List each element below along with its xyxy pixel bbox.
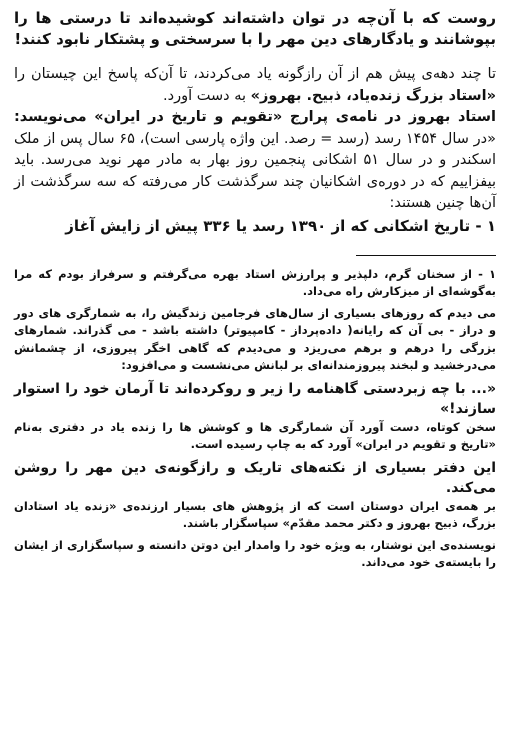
paragraph-2 [14,64,496,107]
footnote-2: می دیدم که روزهای بسیاری از سال‌های فرجامین زندگیش را، به شمارگری های دور و دراز - بی آن که رایانه( داده‌پرداز - کامپیوتر) داشته باشد - می گذراند. شمارهای بزرگی را درهم و برهم می‌ریزد و می‌دیدم که گاهی اخگر پیروزی، از چشمانش می‌درخشید و لبخند پیروزمندانه‌ای بر لبانش می‌نشست و می‌افزود: [14,305,496,372]
footnote-4: این دفتر بسیاری از نکته‌های تاریک و رازگونه‌ی دین مهر را روشن می‌کند. [14,459,496,496]
footnote-divider [356,255,496,256]
paragraph-1: روست که با آن‌چه در توان داشته‌اند کوشیده‌اند تا درستی ها را بپوشانند و یادگارهای دین مهر را با سرسختی و پشتکار نابود کنند! [14,9,496,48]
numbered-item-1: ۱ - تاریخ اشکانی که از ۱۳۹۰ رسد یا ۳۳۶ پیش از زایش آغاز [65,216,496,235]
paragraph-2-bold: «استاد بزرگ زنده‌یاد، ذبیح. بهروز» [250,87,496,104]
footnote-5: بر همه‌ی ایران دوستان است که از پژوهش های بسیار ارزنده‌ی «زنده یاد استادان بزرگ، ذبیح بهروز و دکتر محمد مقدّم» سپاسگزار باشند. [14,498,496,530]
paragraph-2-tail: به دست آورد. [163,87,247,104]
paragraph-3-text: «در سال ۱۴۵۴ رسد (رسد = رصد. این واژه پارسی است)، ۶۵ سال پس از ملک اسکندر و در سال ۵۱ اشکانی پنجمین روز بهار به مادر مهر نوید می‌رسد. باید بیفزاییم که در دوره‌ی اشکانیان چند سرگذشت کار می‌رفته که سه سرگذشت از آن‌ها چنین هستند: [14,130,497,211]
footnote-6: نویسنده‌ی این نوشتار، به ویژه خود را وامدار این دوتن دانسته و سپاسگزاری از ایشان را بایسته‌ی خود می‌داند. [14,537,496,569]
paragraph-3-lead: استاد بهروز در نامه‌ی پرارج «تقویم و تاریخ در ایران» می‌نویسد: [14,109,496,125]
footnote-3: سخن کوتاه، دست آورد آن شمارگری ها و کوشش ها را زنده یاد در دفتری به‌نام «تاریخ و تقویم در ایران» آورد که به چاپ رسیده است. [14,419,496,451]
paragraph-3 [14,107,496,215]
footnote-1: ۱ - از سخنان گرم، دلپذیر و پرارزش استاد بهره می‌گرفتم و سرفراز بودم که مرا به‌گوشه‌ای از میزکارش راه می‌داد. [14,266,496,298]
footnote-quote: «... با چه زبردستی گاهنامه را زیر و روکرده‌اند تا آرمان خود را استوار سازند!» [14,380,496,417]
spacer [14,50,496,64]
paragraph-2-text: تا چند دهه‌ی پیش هم از آن رازگونه یاد می‌کردند، تا آن‌که پاسخ این چیستان را [14,66,496,82]
